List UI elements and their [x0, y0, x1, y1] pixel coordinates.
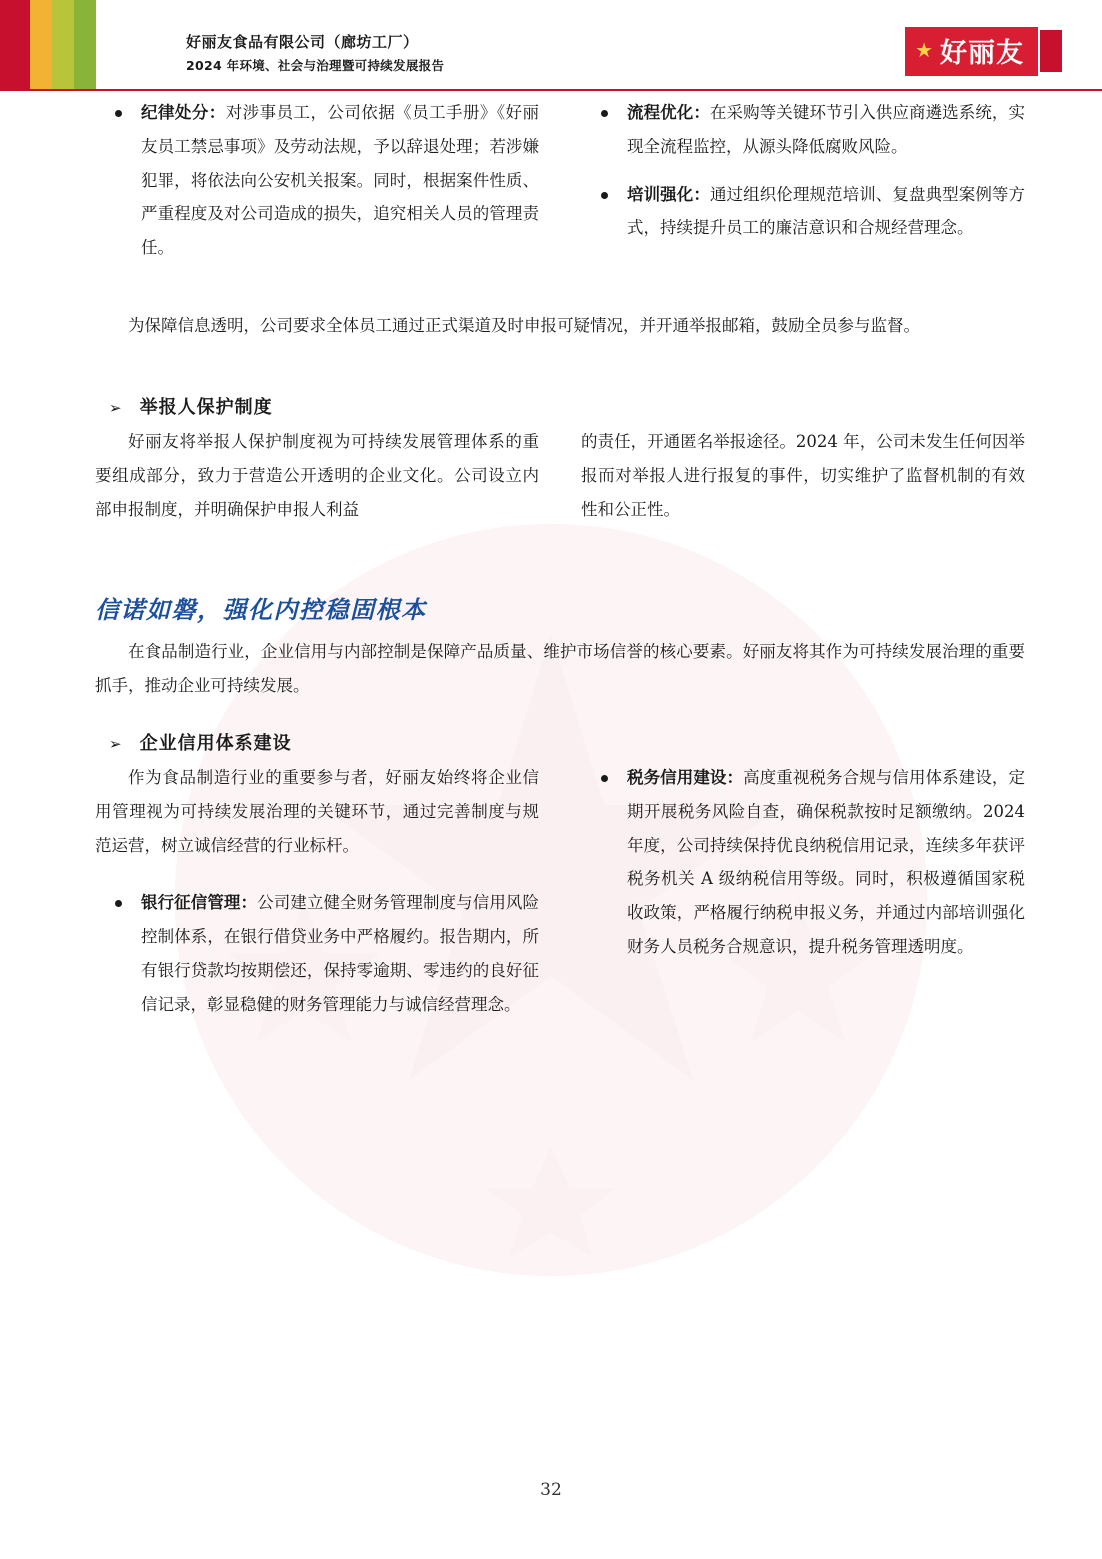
bullet-lead: 纪律处分：	[141, 103, 226, 122]
bullet-text: 在采购等关键环节引入供应商遴选系统，实现全流程监控，从源头降低腐败风险。	[627, 103, 1026, 156]
bullet-lead: 流程优化：	[627, 103, 710, 122]
whistleblower-right-text: 的责任，开通匿名举报途径。2024 年，公司未发生任何因举报而对举报人进行报复的事件，切实维护了监督机制的有效性和公正性。	[581, 431, 1025, 519]
bullet-text: 公司建立健全财务管理制度与信用风险控制体系，在银行借贷业务中严格履约。报告期内，所有银行贷款均按期偿还，保持零逾期、零违约的良好征信记录，彰显稳健的财务管理能力与诚信经营理念。	[141, 893, 540, 1014]
arrow-right-icon: ➢	[109, 398, 122, 417]
whistleblower-heading	[95, 393, 1025, 419]
bullet-text: 通过组织伦理规范培训、复盘典型案例等方式，持续提升员工的廉洁意识和合规经营理念。	[627, 184, 1026, 238]
list-item	[581, 761, 1025, 964]
bullet-text: 高度重视税务合规与信用体系建设，定期开展税务风险自查，确保税款按时足额缴纳。2024 年度，公司持续保持优良纳税信用记录，连续多年获评税务机关 A 级纳税信用等级。同时，积极遵循国家税收政策，严格履行纳税申报义务，并通过内部培训强化财务人员税务合规意识，提升税务管理透明度。	[627, 767, 1026, 956]
brand-logo-box	[905, 27, 1038, 76]
whistleblower-right-column	[581, 425, 1025, 532]
bullet-text: 对涉事员工，公司依据《员工手册》《好丽友员工禁忌事项》及劳动法规，予以辞退处理；若涉嫌犯罪，将依法向公安机关报案。同时，根据案件性质、严重程度及对公司造成的损失，追究相关人员的管理责任。	[141, 103, 540, 258]
top-right-bullet-list	[581, 96, 1025, 245]
list-item	[581, 96, 1025, 164]
list-item	[581, 178, 1025, 246]
page-number: 32	[540, 1480, 562, 1500]
header-title-block	[186, 32, 444, 75]
credit-system-right-column	[581, 761, 1025, 1036]
bullet-lead: 税务信用建设：	[627, 767, 744, 787]
section-intro-paragraph: 在食品制造行业，企业信用与内部控制是保障产品质量、维护市场信誉的核心要素。好丽友将其作为可持续发展治理的重要抓手，推动企业可持续发展。	[95, 642, 1025, 696]
credit-system-left-bullet-list	[95, 886, 539, 1021]
section-title: 信诺如磐，强化内控稳固根本	[95, 595, 427, 625]
whistleblower-columns	[95, 425, 1025, 532]
page-header	[0, 0, 1102, 90]
whistleblower-left-text: 好丽友将举报人保护制度视为可持续发展管理体系的重要组成部分，致力于营造公开透明的企业文化。公司设立内部申报制度，并明确保护申报人利益	[95, 431, 539, 519]
top-bullets-right-column	[581, 96, 1025, 279]
whistleblower-left-column	[95, 425, 539, 532]
header-company-name: 好丽友食品有限公司（廊坊工厂）	[186, 33, 419, 51]
page-content	[95, 96, 1025, 1036]
star-icon: ★	[915, 38, 934, 62]
header-divider	[0, 89, 1102, 91]
credit-system-heading-text: 企业信用体系建设	[139, 732, 292, 754]
header-color-bars	[0, 0, 130, 90]
whistleblower-heading-text: 举报人保护制度	[139, 396, 273, 418]
header-report-name: 2024 年环境、社会与治理暨可持续发展报告	[186, 57, 445, 73]
top-left-bullet-list	[95, 96, 539, 265]
credit-system-left-intro: 作为食品制造行业的重要参与者，好丽友始终将企业信用管理视为可持续发展治理的关键环节，通过完善制度与规范运营，树立诚信经营的行业标杆。	[95, 767, 539, 855]
credit-system-left-column	[95, 761, 539, 1036]
credit-system-columns	[95, 761, 1025, 1036]
list-item	[95, 96, 539, 265]
arrow-right-icon: ➢	[109, 734, 122, 753]
brand-name-text: 好丽友	[940, 37, 1024, 69]
bullet-lead: 银行征信管理：	[141, 893, 258, 913]
top-bullets-left-column	[95, 96, 539, 279]
brand-accent-block	[1040, 30, 1062, 72]
credit-system-heading	[95, 729, 1025, 755]
credit-system-right-bullet-list	[581, 761, 1025, 964]
top-bullets-columns	[95, 96, 1025, 279]
list-item	[95, 886, 539, 1021]
transparency-paragraph: 为保障信息透明，公司要求全体员工通过正式渠道及时申报可疑情况，并开通举报邮箱，鼓励全员参与监督。	[128, 316, 920, 336]
brand-logo	[905, 30, 1062, 72]
bullet-lead: 培训强化：	[627, 184, 710, 204]
